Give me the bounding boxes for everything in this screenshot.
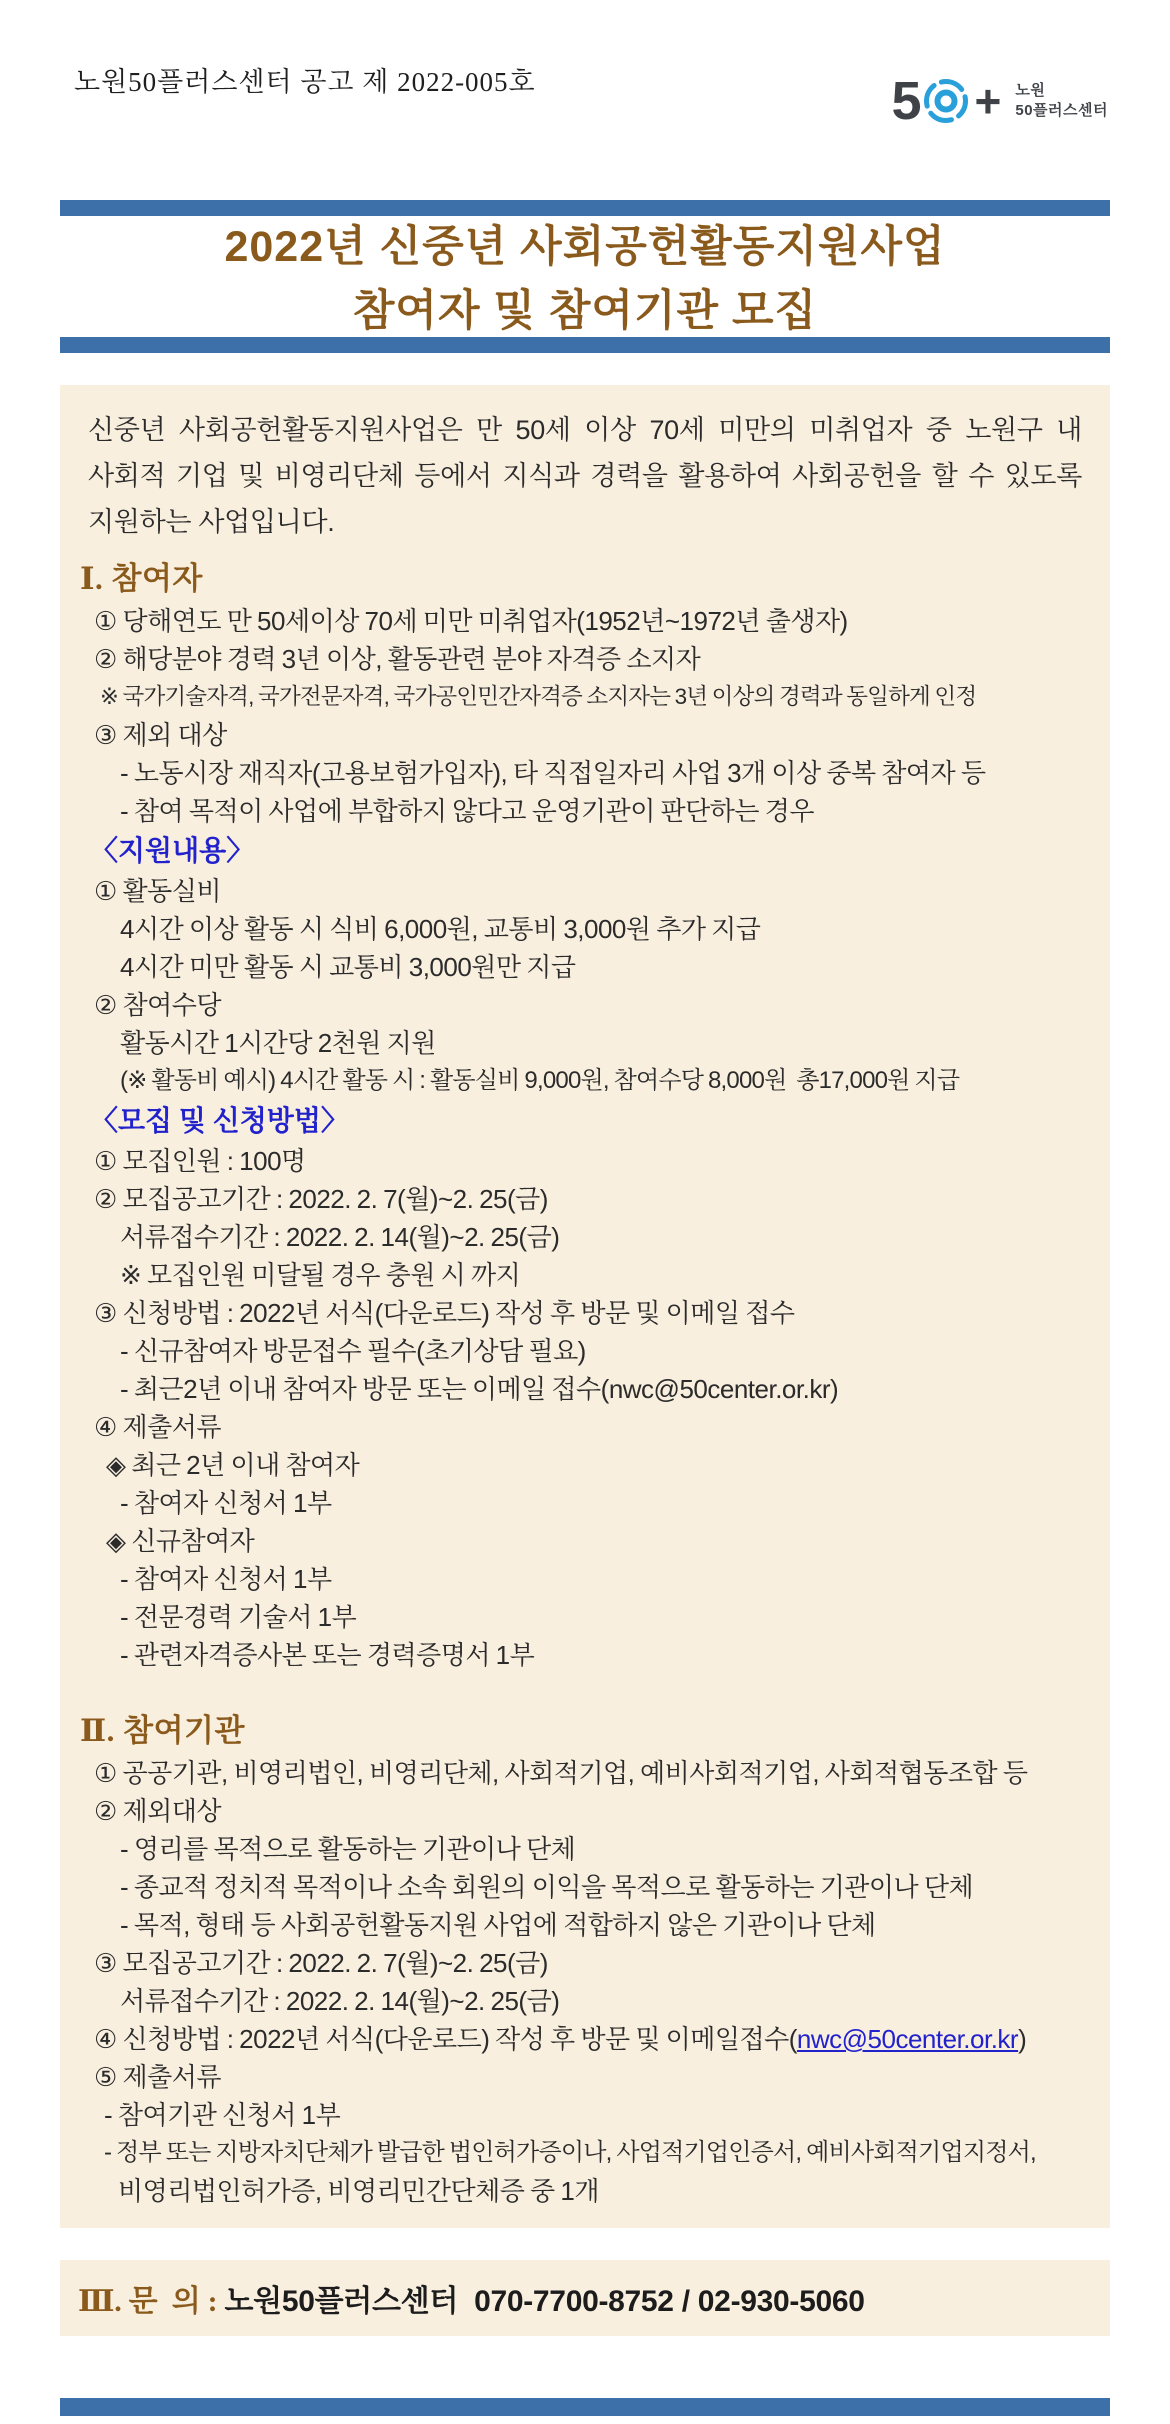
title-bar-top (60, 200, 1110, 216)
center-logo (891, 71, 1108, 131)
logo-plus: + (974, 75, 1002, 127)
logo-org-line2: 50플러스센터 (1015, 102, 1108, 119)
contact-value: 노원50플러스센터 070-7700-8752 / 02-930-5060 (224, 2285, 865, 2318)
org-apply-suffix: ) (1018, 2024, 1027, 2054)
org-line: ① 공공기관, 비영리법인, 비영리단체, 사회적기업, 예비사회적기업, 사회적협동조합 등 (94, 1758, 1028, 1788)
logo-number: 5 (891, 71, 920, 131)
participant-line: ① 당해연도 만 50세이상 70세 미만 미취업자(1952년~1972년 출생자) (94, 606, 848, 636)
support-line: ① 활동실비 (94, 876, 221, 906)
participant-subline: - 노동시장 재직자(고용보험가입자), 타 직접일자리 사업 3개 이상 중복 참여자 등 (120, 758, 986, 788)
section-participants-box (60, 540, 1110, 1692)
participant-line: ② 해당분야 경력 3년 이상, 활동관련 분야 자격증 소지자 (94, 644, 701, 674)
org-submit-line: ⑤ 제출서류 (94, 2062, 221, 2092)
org-submit-contline: 비영리법인허가증, 비영리민간단체증 중 1개 (118, 2176, 599, 2206)
title-bar-bottom (60, 337, 1110, 353)
support-line: ② 참여수당 (94, 990, 221, 1020)
footer-bar (60, 2398, 1110, 2416)
org-submit-subline: - 정부 또는 지방자치단체가 발급한 법인허가증이나, 사업적기업인증서, 예비사회적기업지정서, (104, 2139, 1036, 2166)
org-subline: - 종교적 정치적 목적이나 소속 회원의 이익을 목적으로 활동하는 기관이나 단체 (120, 1872, 974, 1902)
logo-org-line1: 노원 (1015, 82, 1046, 99)
recruit-subline: - 관련자격증사본 또는 경력증명서 1부 (120, 1640, 535, 1670)
email-link[interactable]: nwc@50center.or.kr (796, 2024, 1019, 2054)
page-title-line1: 2022년 신중년 사회공헌활동지원사업 (224, 223, 946, 271)
participant-note-line: ※ 국가기술자격, 국가전문자격, 국가공인민간자격증 소지자는 3년 이상의 경력과 동일하게 인정 (100, 684, 977, 709)
org-apply-method-line (76, 2020, 1094, 2058)
support-subline: 활동시간 1시간당 2천원 지원 (120, 1028, 436, 1058)
support-subline: 4시간 미만 활동 시 교통비 3,000원만 지급 (120, 952, 576, 982)
recruit-subline: - 신규참여자 방문접수 필수(초기상담 필요) (120, 1336, 586, 1366)
recruit-diamond-line: ◈ 신규참여자 (106, 1526, 255, 1556)
org-subline: 서류접수기간 : 2022. 2. 14(월)~2. 25(금) (120, 1986, 560, 2016)
org-submit-subline: - 참여기관 신청서 1부 (104, 2100, 341, 2130)
org-line: ② 제외대상 (94, 1796, 221, 1826)
intro-text: 신중년 사회공헌활동지원사업은 만 50세 이상 70세 미만의 미취업자 중 노원구 내 사회적 기업 및 비영리단체 등에서 지식과 경력을 활용하여 사회공헌을 할 수 있도록 지원하는 사업입니다. (88, 415, 1082, 537)
participant-subline: - 참여 목적이 사업에 부합하지 않다고 운영기관이 판단하는 경우 (120, 796, 814, 826)
logo-circle-icon (922, 77, 970, 125)
contact-label: Ⅲ. 문 의 : (78, 2285, 225, 2318)
recruit-subline: ※ 모집인원 미달될 경우 충원 시 까지 (120, 1260, 521, 1290)
org-line: ③ 모집공고기간 : 2022. 2. 7(월)~2. 25(금) (94, 1948, 548, 1978)
logo-org-name (1015, 81, 1108, 121)
recruit-subline: 서류접수기간 : 2022. 2. 14(월)~2. 25(금) (120, 1222, 560, 1252)
recruit-line: ② 모집공고기간 : 2022. 2. 7(월)~2. 25(금) (94, 1184, 548, 1214)
section-participants-heading: Ⅰ. 참여자 (80, 561, 203, 596)
recruit-subline: - 참여자 신청서 1부 (120, 1488, 332, 1518)
recruit-diamond-line: ◈ 최근 2년 이내 참여자 (106, 1450, 360, 1480)
org-subline: - 목적, 형태 등 사회공헌활동지원 사업에 적합하지 않은 기관이나 단체 (120, 1910, 876, 1940)
section-orgs-heading: Ⅱ. 참여기관 (80, 1713, 245, 1748)
recruit-line: ④ 제출서류 (94, 1412, 221, 1442)
page-title-line2: 참여자 및 참여기관 모집 (352, 287, 818, 335)
support-subline: 4시간 이상 활동 시 식비 6,000원, 교통비 3,000원 추가 지급 (120, 914, 761, 944)
support-heading: 〈지원내용〉 (90, 835, 255, 866)
recruit-line: ① 모집인원 : 100명 (94, 1146, 306, 1176)
participant-line: ③ 제외 대상 (94, 720, 227, 750)
recruit-subline: - 전문경력 기술서 1부 (120, 1602, 357, 1632)
section-orgs-box (60, 1692, 1110, 2228)
recruit-subline: - 최근2년 이내 참여자 방문 또는 이메일 접수(nwc@50center.or.kr) (120, 1374, 839, 1404)
org-subline: - 영리를 목적으로 활동하는 기관이나 단체 (120, 1834, 576, 1864)
recruit-subline: - 참여자 신청서 1부 (120, 1564, 332, 1594)
support-example-line: (※ 활동비 예시) 4시간 활동 시 : 활동실비 9,000원, 참여수당 8,000원 총17,000원 지급 (120, 1067, 960, 1094)
org-apply-prefix: ④ 신청방법 : 2022년 서식(다운로드) 작성 후 방문 및 이메일접수( (94, 2024, 797, 2054)
recruit-heading: 〈모집 및 신청방법〉 (90, 1105, 349, 1136)
recruit-line: ③ 신청방법 : 2022년 서식(다운로드) 작성 후 방문 및 이메일 접수 (94, 1298, 795, 1328)
doc-number: 노원50플러스센터 공고 제 2022-005호 (74, 67, 536, 97)
contact-box (60, 2260, 1110, 2336)
contact-line (78, 2276, 1110, 2320)
